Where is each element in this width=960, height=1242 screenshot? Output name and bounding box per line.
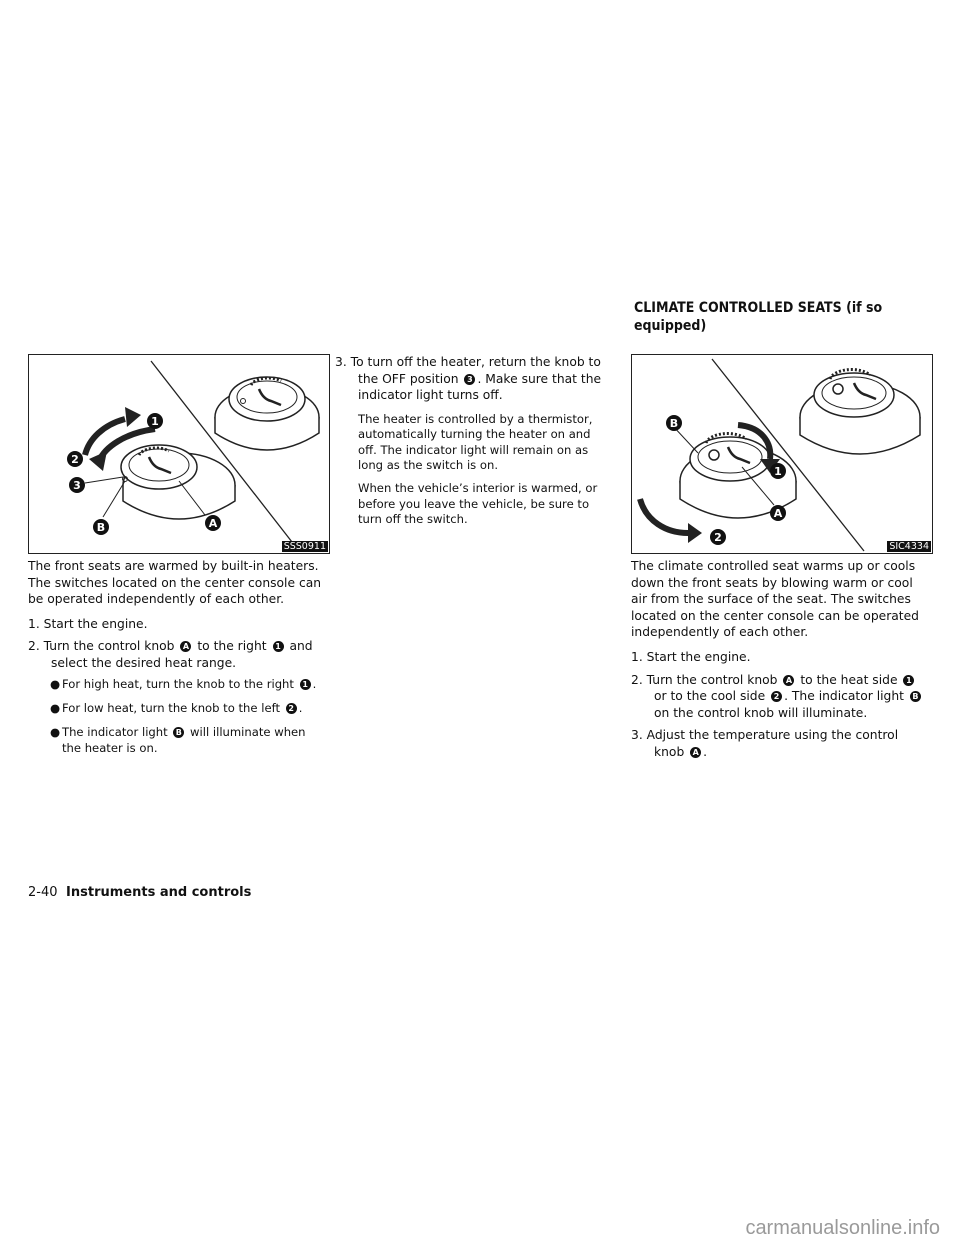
callout-a-icon: A (690, 747, 701, 758)
callout-2 (710, 529, 726, 545)
passenger-climate-knob-graphic (800, 370, 920, 454)
callout-1-icon: 1 (903, 675, 914, 686)
bullet-high-heat: ● For high heat, turn the knob to the right 1 . (50, 676, 317, 691)
page-footer (28, 885, 251, 900)
watermark: carmanualsonline.info (745, 1217, 940, 1239)
note-turn-off: When the vehicle’s interior is warmed, or before you leave the vehicle, be sure to turn off the switch. (358, 481, 598, 527)
step-2: 2. Turn the control knob A to the right 1 and select the desired heat range. (28, 639, 313, 670)
passenger-knob-graphic (215, 377, 319, 450)
callout-a-text: A (773, 507, 783, 520)
bullet-icon: ● (50, 700, 61, 715)
intro-paragraph: The climate controlled seat warms up or cools down the front seats by blowing warm or cool air from the surface of the seat. The switches located on the center console can be operated independently of each other. (631, 559, 919, 640)
callout-2-text: 2 (71, 453, 79, 466)
section-title: CLIMATE CONTROLLED SEATS (if so equipped) (634, 300, 883, 334)
page-number: 2-40 (28, 885, 58, 900)
callout-1-icon: 1 (273, 641, 284, 652)
column-2 (335, 354, 611, 528)
callout-2-icon: 2 (286, 703, 297, 714)
callout-b-text: B (96, 521, 106, 534)
callout-b-icon: B (173, 727, 184, 738)
column-1 (28, 558, 328, 756)
bullet-low-heat: ● For low heat, turn the knob to the left 2 . (50, 700, 303, 715)
callout-3-text: 3 (73, 479, 81, 492)
step-1: 1. Start the engine. (28, 616, 148, 631)
bullet-icon: ● (50, 676, 61, 691)
note-thermistor: The heater is controlled by a thermistor, automatically turning the heater on and off. The indicator light will remain on as long as the switch is on. (358, 411, 593, 472)
callout-b (666, 415, 682, 431)
callout-a-icon: A (783, 675, 794, 686)
intro-paragraph: The front seats are warmed by built-in heaters. The switches located on the center console can be operated independently of each other. (28, 559, 322, 607)
figure-seat-heater-knob (28, 354, 330, 554)
bullet-indicator: ● The indicator light B will illuminate when the heater is on. (50, 724, 306, 755)
step-2: 2. Turn the control knob A to the heat side 1 or to the cool side 2 . The indicator light B on the control knob will illuminate. (631, 672, 931, 722)
callout-3-icon: 3 (464, 374, 475, 385)
bullet-icon: ● (50, 724, 61, 739)
seat-heater-knob-illustration (29, 355, 329, 553)
callout-b-icon: B (910, 691, 921, 702)
callout-b (93, 519, 109, 535)
callout-a-text: A (208, 517, 218, 530)
column-3 (631, 558, 931, 761)
callout-a (205, 515, 221, 531)
callout-1-text: 1 (151, 415, 159, 428)
step-3: 3. Adjust the temperature using the control knob A . (631, 728, 899, 759)
callout-1-text: 1 (774, 465, 782, 478)
figure-climate-seat-knob (631, 354, 933, 554)
climate-seat-knob-illustration (632, 355, 932, 553)
figure-code: SSS0911 (283, 541, 326, 552)
chapter-title: Instruments and controls (66, 885, 252, 900)
callout-2-icon: 2 (771, 691, 782, 702)
callout-a-icon: A (180, 641, 191, 652)
callout-a (770, 505, 786, 521)
callout-2 (67, 451, 83, 467)
driver-knob-graphic (121, 445, 235, 519)
callout-2-text: 2 (714, 531, 722, 544)
callout-b-text: B (669, 417, 679, 430)
callout-1 (770, 463, 786, 479)
callout-1 (147, 413, 163, 429)
callout-3 (69, 477, 85, 493)
callout-1-icon: 1 (300, 679, 311, 690)
step-3: 3. To turn off the heater, return the knob to the OFF position 3 . Make sure that the indicator light turns off. (335, 355, 602, 403)
step-1: 1. Start the engine. (631, 649, 751, 664)
figure-code: SIC4334 (889, 541, 929, 552)
